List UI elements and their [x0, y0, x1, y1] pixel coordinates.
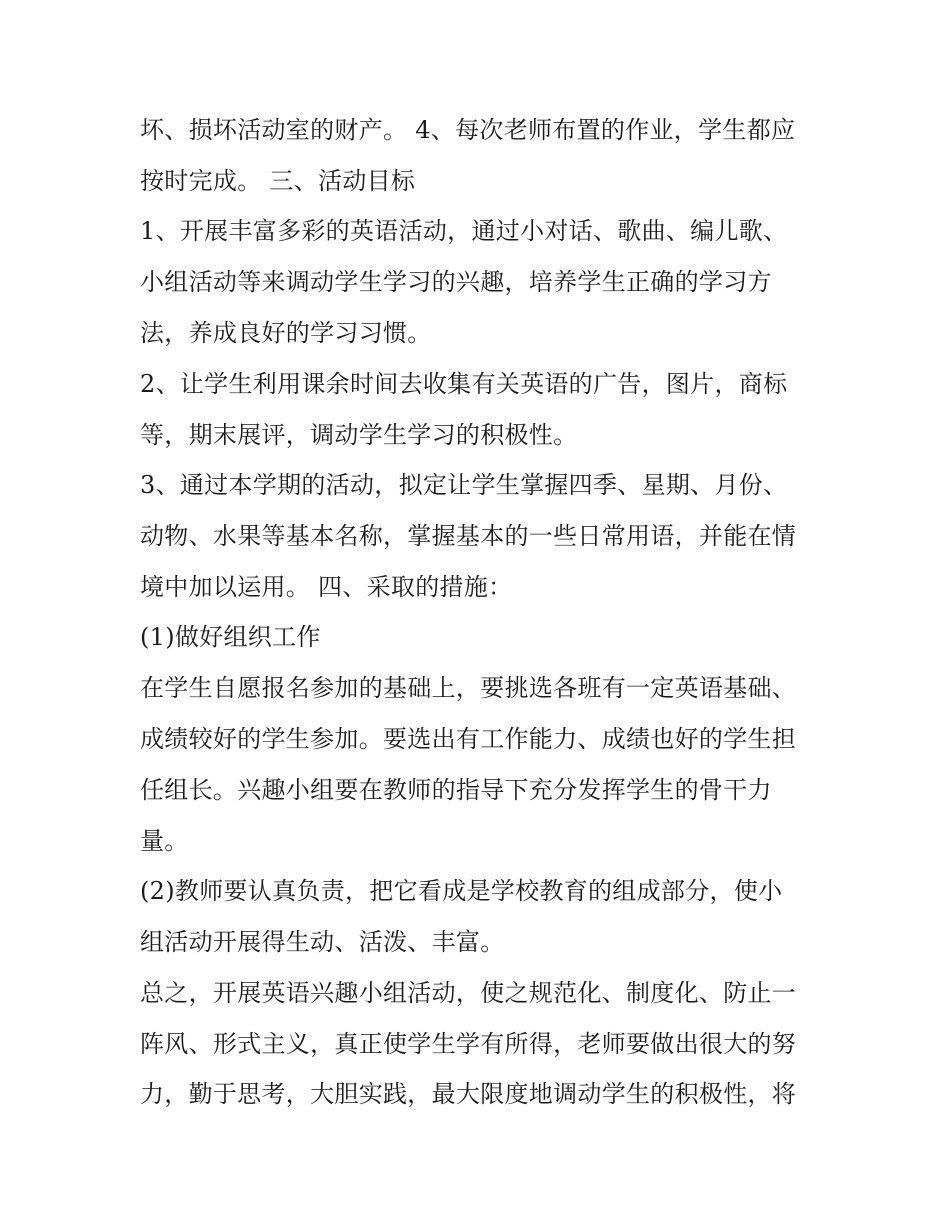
text-line: 总之，开展英语兴趣小组活动，使之规范化、制度化、防止一 — [140, 979, 797, 1007]
text-line: 小组活动等来调动学生学习的兴趣，培养学生正确的学习方 — [140, 268, 772, 296]
text-line: 等，期末展评，调动学生学习的积极性。 — [140, 421, 578, 449]
text-line: 境中加以运用。 四、采取的措施： — [140, 573, 513, 601]
text-line: (2)教师要认真负责，把它看成是学校教育的组成部分，使小 — [140, 877, 783, 905]
text-line: 2、让学生利用课余时间去收集有关英语的广告，图片，商标 — [140, 370, 788, 398]
text-line: 力，勤于思考，大胆实践，最大限度地调动学生的积极性，将 — [140, 1080, 797, 1108]
text-line: 成绩较好的学生参加。要选出有工作能力、成绩也好的学生担 — [140, 725, 797, 753]
text-line: 3、通过本学期的活动，拟定让学生掌握四季、星期、月份、 — [140, 471, 788, 499]
text-line: 在学生自愿报名参加的基础上，要挑选各班有一定英语基础、 — [140, 674, 797, 702]
text-line: 阵风、形式主义，真正使学生学有所得，老师要做出很大的努 — [140, 1030, 797, 1058]
text-line: 坏、损坏活动室的财产。 4、每次老师布置的作业，学生都应 — [140, 116, 796, 144]
text-line: 法，养成良好的学习习惯。 — [140, 319, 432, 347]
text-line: 按时完成。 三、活动目标 — [140, 167, 416, 195]
text-line: 组活动开展得生动、活泼、丰富。 — [140, 928, 505, 956]
text-line: 动物、水果等基本名称，掌握基本的一些日常用语，并能在情 — [140, 522, 797, 550]
text-line: (1)做好组织工作 — [140, 623, 321, 651]
text-line: 量。 — [140, 827, 189, 855]
text-line: 任组长。兴趣小组要在教师的指导下充分发挥学生的骨干力 — [140, 776, 772, 804]
text-line: 1、开展丰富多彩的英语活动，通过小对话、歌曲、编儿歌、 — [140, 217, 788, 245]
